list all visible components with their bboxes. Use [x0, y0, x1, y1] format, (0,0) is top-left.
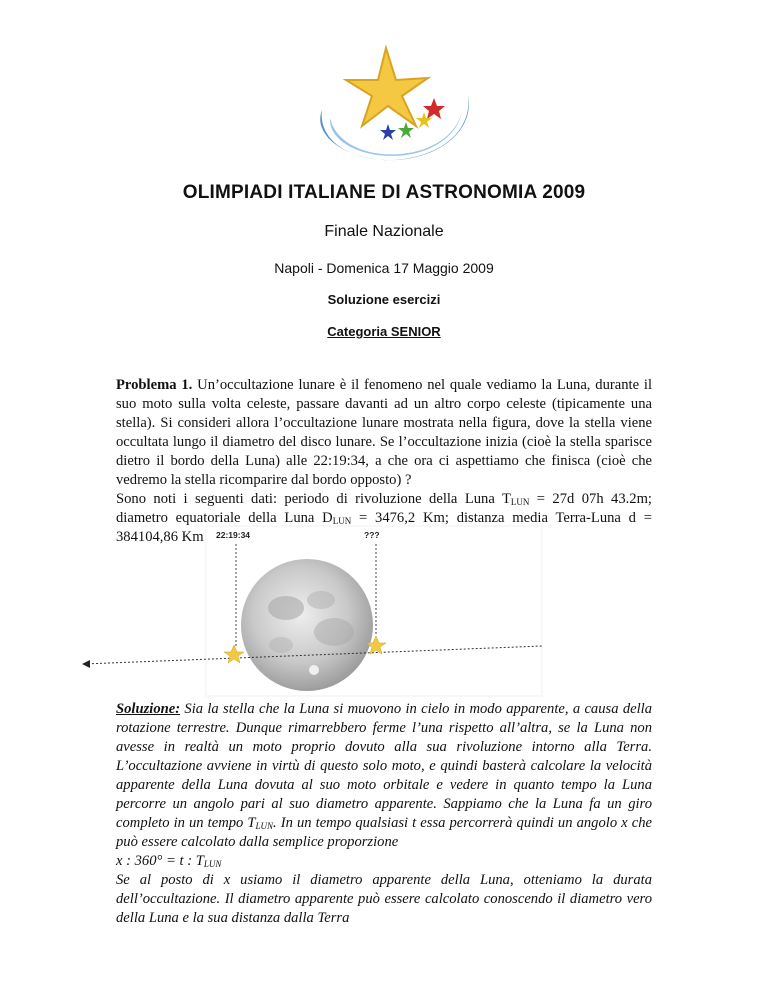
solution-paragraph-a: Sia la stella che la Luna si muovono in cielo in modo apparente, a causa della rotazione terrestre. Dunque rimarrebbero ferme l’una rispetto all’altra, se la Luna non avesse in realtà un moto proprio dovuto alla sua rivoluzione intorno alla Terra. L’occultazione avviene in virtù di questo solo moto, e quindi basterà calcolare la velocità apparente della Luna dovuta al suo moto orbitale e vedere in quanto tempo la Luna percorre un angolo pari al suo diametro apparente. Sappiamo che la Luna fa un giro completo in un tempo T	[116, 701, 652, 831]
occultation-figure	[76, 520, 546, 700]
label-end-time: ???	[364, 530, 380, 540]
proportion-formula: x : 360° = t : T	[116, 853, 204, 869]
page-title: OLIMPIADI ITALIANE DI ASTRONOMIA 2009	[182, 182, 586, 203]
label-start-time: 22:19:34	[216, 530, 251, 540]
subscript-lun: LUN	[332, 516, 352, 526]
event-place-date: Napoli - Domenica 17 Maggio 2009	[274, 260, 494, 276]
section-heading: Soluzione esercizi	[327, 292, 441, 307]
subscript-lun: LUN	[255, 821, 274, 831]
problem-label: Problema 1.	[116, 377, 193, 393]
problem-data-b: = 27d 07h 43.2m; diametro equatoriale della Luna D	[116, 491, 652, 526]
solution-paragraph-c: Se al posto di x usiamo il diametro apparente della Luna, otteniamo la durata dell’occultazione. Il diametro apparente può essere calcolato conoscendo il diametro vero della Luna e la sua distanza dalla Terra	[116, 872, 652, 926]
subscript-lun: LUN	[510, 497, 530, 507]
subscript-lun: LUN	[203, 859, 222, 869]
moon-image	[241, 559, 373, 691]
category-heading: Categoria SENIOR	[327, 324, 441, 339]
problem-data-c: = 3476,2 Km; distanza media Terra-Luna d = 384104,86 Km	[116, 510, 652, 545]
problem-statement: Un’occultazione lunare è il fenomeno nel quale vediamo la Luna, durante il suo moto sulla volta celeste, passare davanti ad un altro corpo celeste (tipicamente una stella). Si consideri allora l’occultazione lunare mostrata nella figura, dove la stella viene occultata lungo il diametro del disco lunare. Se l’occultazione inizia (cioè la stella sparisce dietro il bordo della Luna) alle 22:19:34, a che ora ci aspettiamo che finisca (cioè che vedremo la stella ricomparire dal bordo opposto) ?	[116, 377, 653, 488]
page-subtitle: Finale Nazionale	[324, 223, 444, 240]
solution-paragraph-b: . In un tempo qualsiasi t essa percorrerà quindi un angolo x che può essere calcolato dalla semplice proporzione	[116, 815, 652, 850]
problem-data-a: Sono noti i seguenti dati: periodo di rivoluzione della Luna T	[116, 491, 511, 507]
solution-text	[116, 700, 652, 928]
solution-label: Soluzione:	[116, 701, 181, 717]
olympiad-logo	[300, 40, 480, 170]
